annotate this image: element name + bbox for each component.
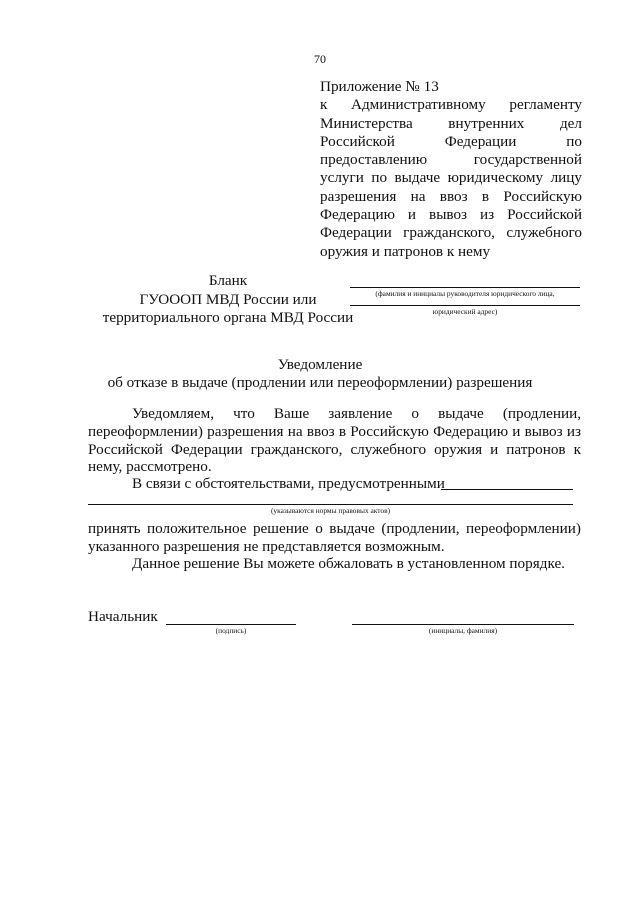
legal-basis-line-1 <box>441 489 573 490</box>
recipient-name-caption: (фамилия и инициалы руководителя юридического лица, <box>375 289 555 298</box>
notice-paragraph-4: Данное решение Вы можете обжаловать в установленном порядке. <box>132 555 565 572</box>
notice-heading <box>60 356 580 391</box>
legal-acts-caption: (указываются нормы правовых актов) <box>270 506 391 515</box>
signature-caption: (подпись) <box>215 626 247 635</box>
appendix-title: Приложение № 13 <box>320 78 439 95</box>
notice-paragraph-3: принять положительное решение о выдаче (продлении, переоформлении) указанного разрешения не представляется возможным. <box>88 520 581 555</box>
appendix-text: к Административному регламенту Министерства внутренних дел Российской Федерации по предоставлению государственной услуги по выдаче юридическому лицу разрешения на ввоз в Российскую Федерацию и вывоз из Российской Федерации гражданского, служебного оружия и патронов к нему <box>320 96 582 260</box>
legal-basis-line-2 <box>88 504 573 505</box>
page-number: 70 <box>314 52 326 66</box>
letterhead-territorial-organ: территориального органа МВД России <box>102 309 354 326</box>
notice-subtitle: об отказе в выдаче (продлении или переоформлении) разрешения <box>107 373 533 391</box>
recipient-address-caption: юридический адрес) <box>432 307 498 316</box>
recipient-address-line <box>350 305 580 306</box>
letterhead-organization: ГУОООП МВД России или <box>139 290 317 308</box>
letterhead-block <box>88 272 368 328</box>
notice-paragraph-1: Уведомляем, что Ваше заявление о выдаче (продлении, переоформлении) разрешения на ввоз в Российскую Федерацию и вывоз из Российской Федерации гражданского, служебного оружия и патронов к нему, рассмотрено. <box>88 405 581 476</box>
signature-line <box>166 624 296 625</box>
notice-paragraph-2: В связи с обстоятельствами, предусмотренными <box>132 475 445 492</box>
signatory-label: Начальник <box>88 608 158 625</box>
appendix-block <box>320 78 582 261</box>
initials-line <box>352 624 574 625</box>
letterhead-label: Бланк <box>208 272 248 289</box>
initials-caption: (инициалы, фамилия) <box>428 626 498 635</box>
recipient-name-line <box>350 287 580 288</box>
notice-title: Уведомление <box>277 356 363 373</box>
